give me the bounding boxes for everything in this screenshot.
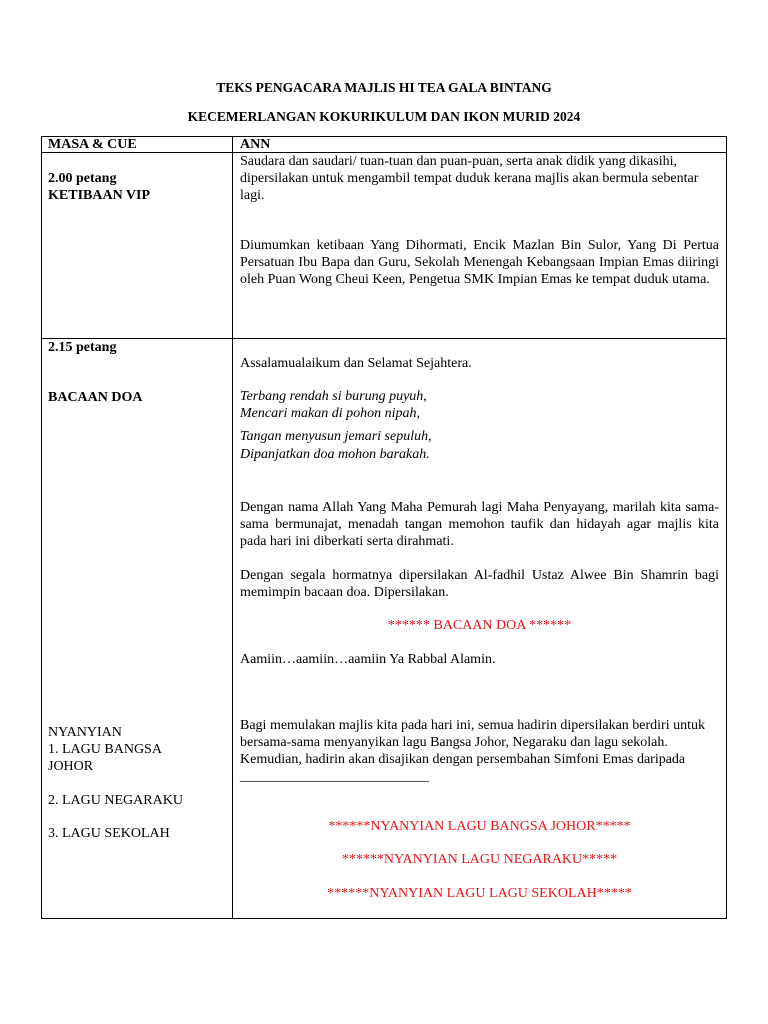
row2-song1-line1: 1. LAGU BANGSA <box>48 742 162 757</box>
row2-aamiin: Aamiin…aamiin…aamiin Ya Rabbal Alamin. <box>240 652 496 667</box>
header-ann: ANN <box>240 137 271 152</box>
pantun-line3: Tangan menyusun jemari sepuluh, <box>240 429 432 444</box>
row2-greeting: Assalamualaikum dan Selamat Sejahtera. <box>240 356 472 371</box>
row1-cue: KETIBAAN VIP <box>48 188 151 203</box>
row2-time: 2.15 petang <box>48 340 117 355</box>
row1-time: 2.00 petang <box>48 171 117 186</box>
cue-song-sekolah: ******NYANYIAN LAGU LAGU SEKOLAH***** <box>327 886 632 901</box>
row1-paragraph1: Saudara dan saudari/ tuan-tuan dan puan-puan, serta anak didik yang dikasihi, dipersilakan untuk mengambil tempat duduk kerana majlis akan bermula sebentar lagi. <box>240 154 699 203</box>
row2-doa-paragraph2: Dengan segala hormatnya dipersilakan Al-fadhil Ustaz Alwee Bin Shamrin bagi memimpin bacaan doa. Dipersilakan. <box>240 568 719 600</box>
row2-cue-doa: BACAAN DOA <box>48 390 143 405</box>
table-column-divider <box>232 136 233 919</box>
row2-nyanyian-paragraph: Bagi memulakan majlis kita pada hari ini, semua hadirin dipersilakan berdiri untuk bersama-sama menyanyikan lagu Bangsa Johor, Negaraku dan lagu sekolah. Kemudian, hadirin akan disajikan dengan persembahan Simfoni Emas daripada ___________________________ <box>240 718 705 784</box>
pantun-line1: Terbang rendah si burung puyuh, <box>240 389 427 404</box>
row1-paragraph2: Diumumkan ketibaan Yang Dihormati, Encik Mazlan Bin Sulor, Yang Di Pertua Persatuan Ibu Bapa dan Guru, Sekolah Menengah Kebangsaan Impian Emas diiringi oleh Puan Wong Cheui Keen, Pengetua SMK Impian Emas ke tempat duduk utama. <box>240 238 719 287</box>
row2-song3: 3. LAGU SEKOLAH <box>48 826 170 841</box>
cue-bacaan-doa: ****** BACAAN DOA ****** <box>387 618 572 633</box>
cue-song-bangsa-johor: ******NYANYIAN LAGU BANGSA JOHOR***** <box>328 819 631 834</box>
row2-cue-nyanyian: NYANYIAN <box>48 725 122 740</box>
cue-song-negaraku: ******NYANYIAN LAGU NEGARAKU***** <box>341 852 618 867</box>
pantun-line4: Dipanjatkan doa mohon barakah. <box>240 447 430 462</box>
row2-song2: 2. LAGU NEGARAKU <box>48 793 183 808</box>
document-title-line1: TEKS PENGACARA MAJLIS HI TEA GALA BINTANG <box>216 80 552 95</box>
document-title-line2: KECEMERLANGAN KOKURIKULUM DAN IKON MURID 2024 <box>187 109 581 124</box>
row2-doa-paragraph1: Dengan nama Allah Yang Maha Pemurah lagi Maha Penyayang, marilah kita sama-sama bermunajat, menadah tangan memohon taufik dan hidayah agar majlis kita pada hari ini diberkati serta dirahmati. <box>240 500 719 549</box>
pantun-line2: Mencari makan di pohon nipah, <box>240 406 421 421</box>
header-masa-cue: MASA & CUE <box>48 137 137 152</box>
row2-song1-line2: JOHOR <box>48 759 94 774</box>
